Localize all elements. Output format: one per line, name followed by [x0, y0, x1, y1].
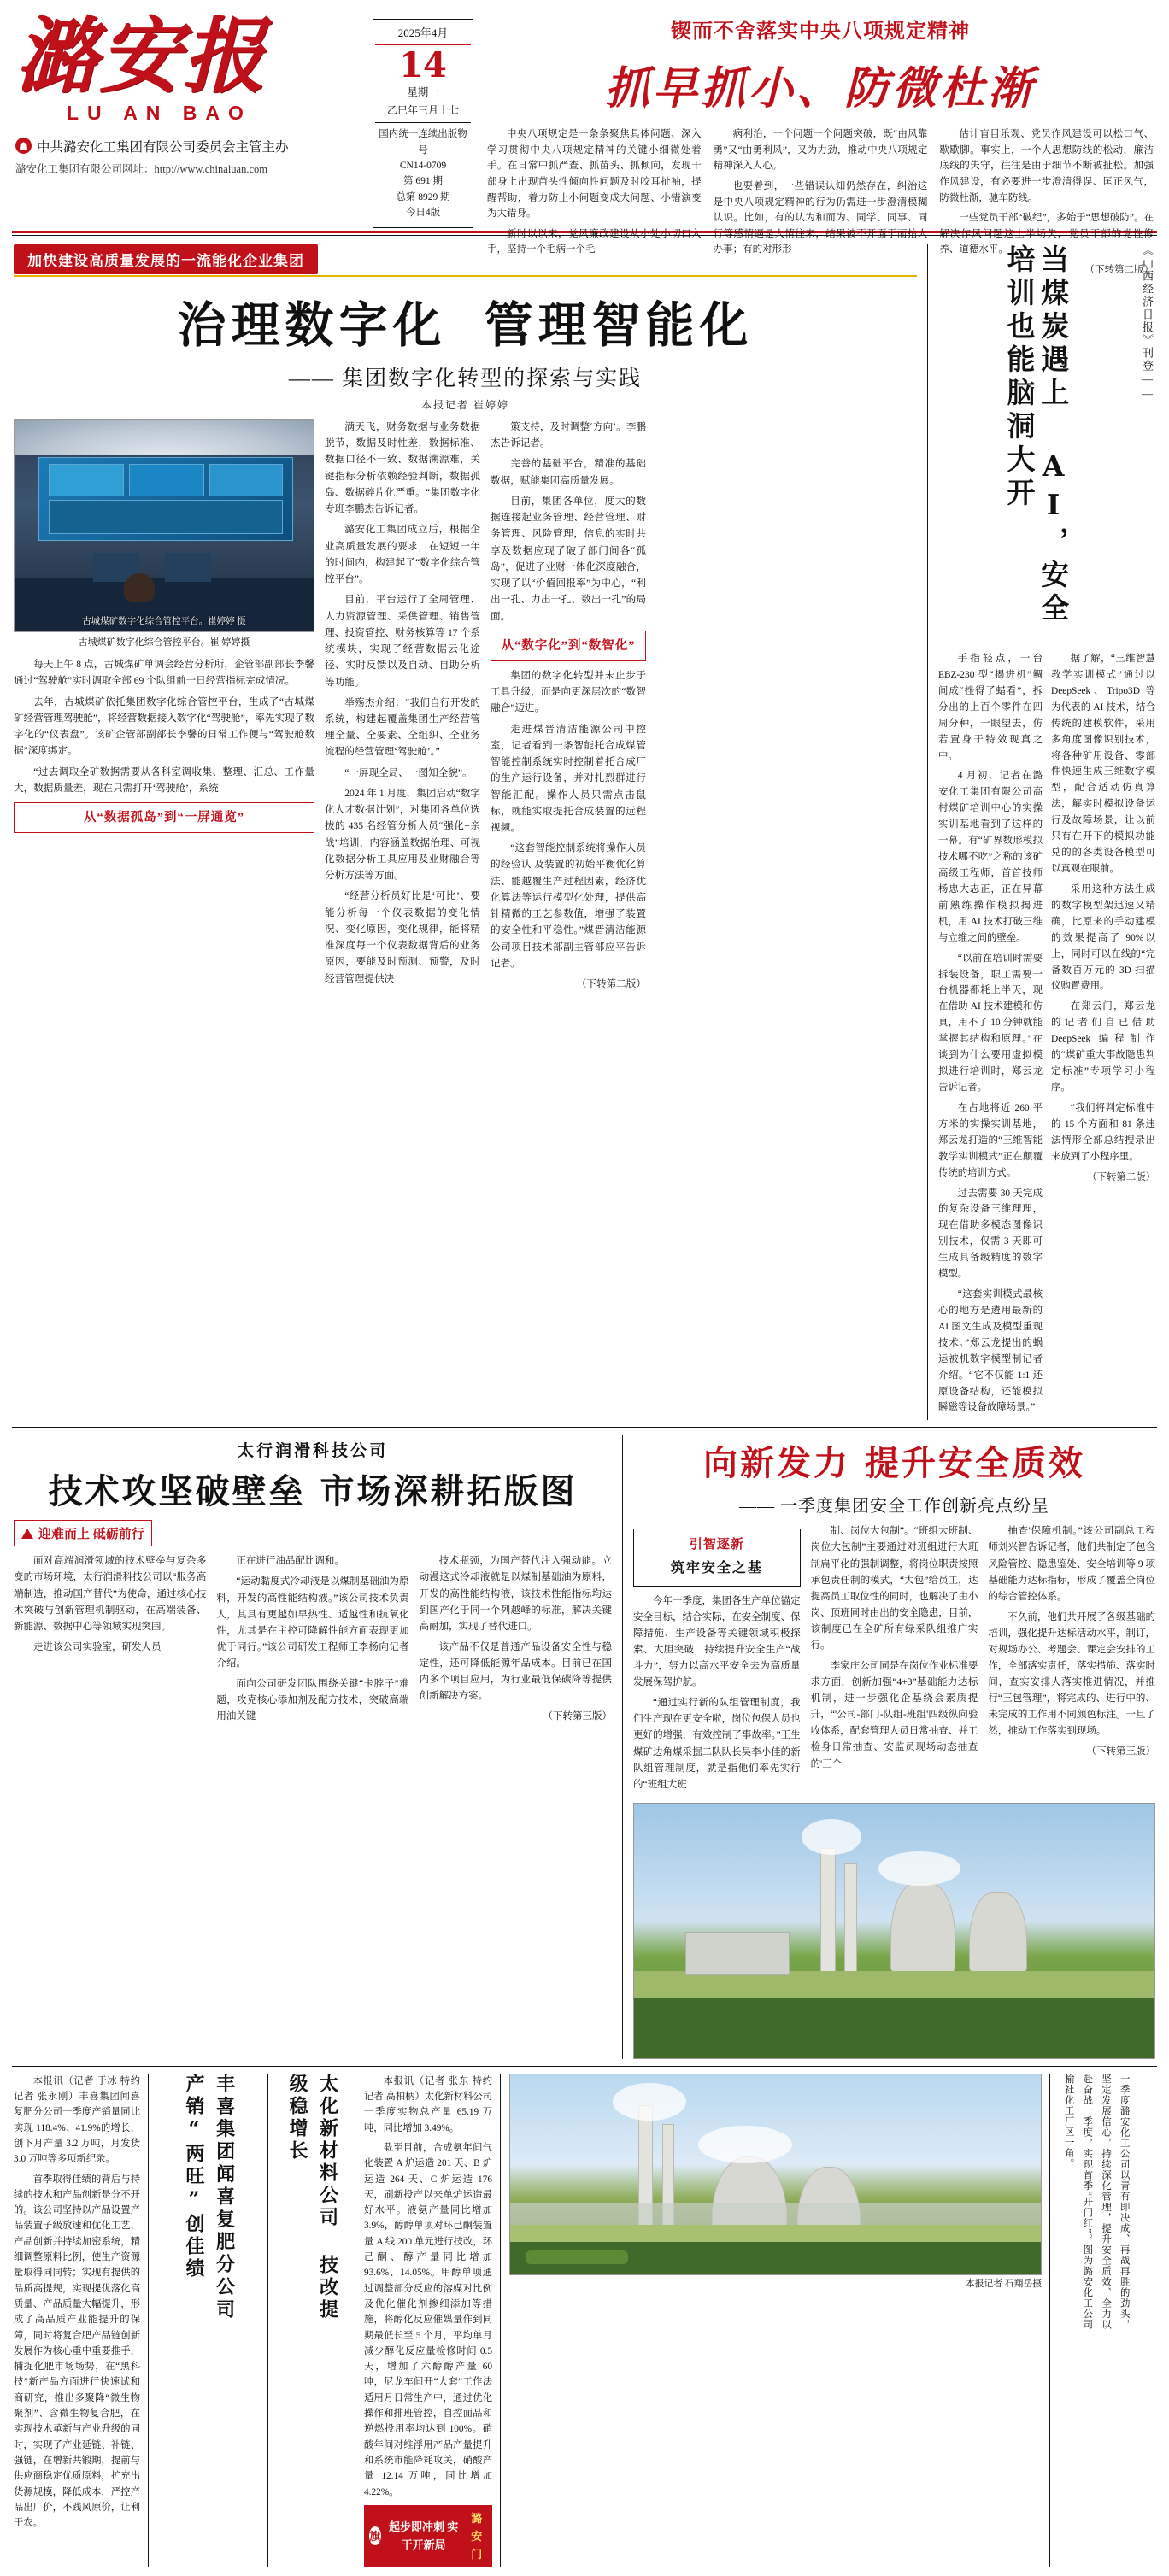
paragraph: 不久前，他们共开展了各级基础的培训，强化提升达标活动水平，制订，对规场办公、考题会、课定会安排的工作，全部落实责任，落实措施、落实时间，查实安排人落实推进情况，并推行“三包管理”，将完成的、进行中的、未完成的工作用不同颜色标注。一旦了然，推动工作落实到现场。	[988, 1611, 1156, 1737]
article2-col-1	[14, 1553, 206, 1729]
paragraph: 目前，集团各单位，度大的数据连接起业务管理、经营管理、财务管理、风险管理，信息的实时共享及数据应现了破了部门间各“孤岛”，促进了业财一体化深度融合，实现了以“价值回报率”为中心，“利出一孔、力出一孔、数出一孔”的局面。	[491, 495, 646, 622]
lead-article	[487, 14, 1154, 283]
bottom-photo-caption: 本报记者 石翔岳摄	[965, 2278, 1042, 2289]
section1-main	[14, 244, 928, 1420]
section1-col-a	[14, 419, 314, 996]
paragraph: 病利治，一个问题一个问题突破，既“由风靠勇”又“由勇利风”，又为力劲，推动中央八项规定精神深入人心。	[713, 129, 928, 172]
article2-flag-label: 迎难而上 砥砺前行	[38, 1528, 144, 1542]
pages-today: 今日4版	[405, 208, 441, 219]
paragraph: 集团的数字化转型并未止步于工具升级，而是向更深层次的“数智融合”迈进。	[491, 669, 646, 714]
paragraph: 策支持，及时调整‘方向’。李鹏杰告诉记者。	[491, 421, 646, 449]
paragraph: 完善的基础平台，精准的基础数据，赋能集团高质量发展。	[491, 458, 646, 486]
issue-number: 第 691 期	[403, 176, 443, 187]
paragraph: 本报讯（记者 张东 特约记者 高柏柄）太化新材料公司一季度实物总产量 65.19 万吨，同比增加 3.49%。	[364, 2075, 492, 2133]
article3-col-1	[633, 1523, 801, 1797]
article3-pullquote	[633, 1529, 801, 1586]
paragraph: 满天飞，财务数据与业务数据脱节，数据及时性差，数据标准、数据口径不一致、数据溯源难，关键指标分析依赖经验判断，数据孤岛、数据碎片化严重。“集团数字化专班李鹏杰告诉记者。	[325, 421, 480, 515]
paragraph: 每天上午 8 点，古城煤矿单调会经营分析所，企管部副部长李馨通过“驾驶舱”实时调取全部 69 个队组前一日经营指标完成情况。	[14, 659, 314, 687]
article3-body	[633, 1523, 1155, 1797]
paragraph: 面对高端润滑领域的技术壁垒与复杂多变的市场环境，太行润滑科技公司以“服务高端制造，推动国产替代”为使命，通过核心技术突破与创新管理机制驱动，在高端装备、新能源、数据中心等领域实现突围。	[14, 1556, 207, 1632]
paragraph: “运动黏度式冷却液是以煤制基础油为原料，开发的高性能结构液。”该公司技术负责人，其具有更越如早热性、适越性和抗氧化性，尤其是在主控可降解性能方面表现更加优于同行。”该公司研发工程师王李杨向记者介绍。	[216, 1576, 409, 1669]
section-digital-transformation	[0, 236, 1169, 1420]
control-room-photo	[14, 419, 314, 632]
paragraph: 估计盲目乐观、党员作风建设可以松口气、歇歇脚。事实上，一个人思想防线的松动，廉洁底线的失守，往往是由于细节不断被扯松。加强作风建设，有必要进一步澄清得误、匡正风气，防微杜渐，驰车防线。	[939, 129, 1154, 203]
brief-2-vertical-title: 太化新材料公司 技改提级稳增长	[286, 2073, 339, 2321]
lead-kicker: 锲而不舍落实中央八项规定精神	[671, 18, 970, 43]
pullquote-line-2: 筑牢安全之基	[670, 1561, 763, 1576]
paragraph: 正在进行油品配比调和。	[236, 1556, 344, 1567]
paragraph: 走进煤晋清洁能源公司中控室，记者看到一条智能托合成煤管智能控制系统实时控制着托合成厂的生产运行设备，并对扎烈群进行智能汇配。操作人员只需点击鼠标，就能实取提托合成装置的远程视频。	[491, 723, 646, 833]
ribbon-banner	[14, 244, 917, 274]
logo-title: 潞安报	[15, 8, 267, 104]
flag-icon: 旗	[369, 2526, 381, 2545]
paragraph: 抽查'保障机制。”该公司副总工程师刘兴智告诉记者，他们共制定了包含风险管控、隐患鉴处、安全培训等 9 项基础能力达标指标，形成了覆盖全岗位的综合管控体系。	[988, 1526, 1156, 1602]
paragraph: 2024 年 1 月度，集团启动“数字化人才数据计划”，对集团各单位选拔的 435 名经管分析人员“强化+亲战”培训，内容涵盖数据治理、可视化数据分析工具应用及业财融合等分析方法等方面。	[325, 787, 480, 882]
sidebar-body	[938, 651, 1155, 1420]
sidebar-vertical-head	[938, 244, 1155, 646]
section1-col-c	[491, 419, 646, 996]
section1-headline	[14, 286, 917, 356]
article2-body	[14, 1553, 612, 1729]
date-day: 14	[399, 45, 447, 86]
sidebar-col-2	[1051, 651, 1155, 1420]
side-note-text: 一季度潞安化工公司以青有即决成、再战再胜的劲头，坚定发展信心，持续深化管理，提升安全质效、全力以赴奋战一季度，实现首季“开门红”。图为潞安化工公司榆社化工厂区一角。	[1063, 2073, 1130, 2330]
sponsor-text: 中共潞安化工集团有限公司委员会主管主办	[37, 139, 289, 155]
emblem-icon: ☗	[15, 138, 32, 154]
paragraph: 在郑云门，郑云龙的记者们自已借助 DeepSeek 编程制作的“煤矿重大事故隐患判定标准”专项学习小程序。	[1051, 1001, 1155, 1093]
paragraph: “我们将判定标准中的 15 个方面和 81 条违法情形全部总结搜录出来放到了小程序里。	[1051, 1102, 1155, 1162]
section-briefs	[0, 2067, 1169, 2576]
issn-line2: CN14-0709	[399, 160, 447, 171]
section-two	[0, 1428, 1169, 2058]
paragraph: 技术瓶颈，为国产替代注入强动能。立动漫这式冷却液就是以煤制基础油为原料，开发的高性能结构液，该技术性能指标均达到国产化于同一个列越峰的标准，解决关键高耐加，实现了替代进口。	[419, 1556, 612, 1632]
paragraph: “经营分析员好比是‘可比’、要能分析每一个仪表数据的变化情况、变化原因，变化规律，能将精准深度每一个仪表数据背后的业务原因，要能及时预测、预警，及时经营管理提供决	[325, 890, 480, 984]
paragraph: “这套智能控制系统将操作人员的经验认 及装置的初始平衡优化算法、能越覆生产过程因素，经济优化算法等运行模型化处理，提供高针精微的工艺参数值，增强了装置的安全性和平稳性。”煤晋清洁能源公司项目技术部副主管部应平告诉记者。	[491, 842, 646, 969]
promo-brand: 潞安门	[471, 2511, 483, 2561]
bottom-side-note	[1059, 2074, 1155, 2567]
bottom-photo-block	[509, 2074, 1050, 2567]
brief-2-headline	[277, 2074, 355, 2567]
section1-col-b	[325, 419, 480, 996]
article-safety	[623, 1435, 1155, 2058]
article2-col-3	[420, 1553, 612, 1729]
paragraph: 本报讯（记者 于冰 特约记者 张永刚）丰喜集团闻喜复肥分公司一季度产销量同比实现 118.4%、41.9%的增长，创下月产量 3.2 万吨，月发货 3.0 万吨等多项新纪录。	[14, 2075, 140, 2165]
paragraph: 一些党员干部“破纪”，多始于“思想破防”。在解决作风问题这上半场失，党员干部的党性修养、道德水平。	[939, 213, 1154, 255]
brief-1-vertical-title: 丰喜集团闻喜复肥分公司 产销“两旺”创佳绩	[183, 2073, 236, 2321]
section1-subheadline: —— 集团数字化转型的探索与实践	[288, 367, 643, 390]
article2-headline: 技术攻坚破壁垒 市场深耕拓版图	[48, 1471, 578, 1512]
section1-subhead-1: 从“数据孤岛”到“一屏通览”	[14, 802, 314, 833]
paragraph: 今年一季度，集团各生产单位锚定安全目标，结合实际，在安全制度、保障措施、生产设备等关键领域积极探索、大胆突破，持续提升安全生产“战斗力”，努力以高水平安全去为高质量发展保驾护航。	[633, 1595, 801, 1688]
continued-note: （下转第三版）	[1086, 1746, 1156, 1757]
section1-body	[14, 419, 917, 996]
ribbon-label: 加快建设高质量发展的一流能化企业集团	[14, 244, 318, 274]
article3-subheadline: —— 一季度集团安全工作创新亮点纷呈	[739, 1497, 1049, 1517]
warning-triangle-icon	[21, 1529, 33, 1539]
paragraph: 中央八项规定是一条条聚焦具体问题、深入学习贯彻中央八项规定精神的关键小细微处着手。在日常中抓严查、抓苗头、抓倾向，发现干部身上出现苗头性倾向性问题及时咬耳扯袖，提醒帮助，着力防止小问题变成大问题、小错演变为大错身。	[487, 129, 702, 220]
paragraph: 潞安化工集团成立后，根据企业高质量发展的要求，在短短一年的时间内，构建起了“数字化综合管控平台”。	[325, 524, 480, 585]
continued-note: （下转第二版）	[1084, 265, 1154, 275]
paragraph: 过去需要 30 天完成的复杂设备三维理理，现在借助多模态图像识别技术，仅需 3 天即可生成具备级精度的数字模型。	[938, 1188, 1043, 1280]
newspaper-logo	[15, 9, 357, 176]
headline-part-1: 治理数字化	[177, 296, 447, 354]
photo-caption: 古城煤矿数字化综合管控平台。崔 婷婷摄	[78, 637, 250, 648]
brief-1-text	[14, 2074, 149, 2567]
paragraph: 制、岗位大包制”。“班组大班制、岗位大包制”主要通过对班组进行大班制扁平化的强制调整，将岗位职责按照承包责任制的模式，“大包”给员工，达提高员工取位性的同时，也解决了由小岗、顶班同时由出的安全隐患，目前，该制度已在全矿所有绿采队组推广实行。	[810, 1526, 978, 1651]
article3-col-2	[811, 1523, 978, 1797]
paragraph: “这套实训模式最核心的地方是遴用最新的 AI 图文生成及模型重现技术。”郑云龙提出的蜗运被机数字模型制记者介绍。“它不仅能 1:1 还原设备结构，还能模拟瞬磁等设备故障场景。”	[938, 1289, 1043, 1413]
article-lubrication	[14, 1435, 623, 2058]
section1-byline: 本报记者 崔婷婷	[420, 399, 509, 411]
date-ymd: 2025年4月	[375, 25, 471, 45]
paragraph: 李家庄公司同是在岗位作业标准要求方面，创新加强“4+3”基础能力达标机制，进一步强化企基绕会素质提升，“'公司-部门-队组-班组'四级纵向验收体系，配套管理人员日常抽查、并工检身日常抽查、安监员现场动态抽查的'三个	[810, 1661, 978, 1769]
issn-line1: 国内统一连续出版物号	[379, 129, 467, 155]
brief-1-headline	[157, 2074, 268, 2567]
paragraph: 据了解，“三维智慧教学实训模式”通过以 DeepSeek、Tripo3D 等为代表的 AI 技术，结合传统的建模软件，采用多角度图像识别技术，将各种矿用设备、零部件快速生成三维数字模型，配合适动仿真算法，解实时模拟设备运行及故障场景，让以前只有在开下的模拟功能兑的的各类设备模型可以真观在眼前。	[1051, 654, 1155, 874]
sponsor-line	[15, 137, 357, 155]
continued-note: （下转第二版）	[576, 978, 646, 990]
photo-watermark: 古城煤矿数字化综合管控平台。崔婷婷 摄	[82, 616, 246, 626]
paragraph: 走进该公司实验室，研发人员	[33, 1641, 162, 1652]
article2-col-2	[216, 1553, 408, 1729]
paragraph: 在占地将近 260 平方米的实操实训基地，郑云龙打造的“三维智能教学实训模式”正在颠覆传统的培训方式。	[938, 1102, 1043, 1178]
article2-kicker: 太行润滑科技公司	[237, 1442, 388, 1461]
paragraph: “以前在培训时需要拆装设备，职工需要一台机器都耗上半天，现在借助 AI 技术建模和仿真，用不了 10 分钟就能掌握其结构和原理。”在谈到为什么要用虚拟模拟进行培训时，郑云龙告诉记者。	[938, 953, 1043, 1093]
paragraph: 面向公司研发团队围绕关键“卡脖子”难题，攻克核心添加剂及配方技术，突破高端用油关键	[216, 1678, 409, 1722]
date-block	[373, 19, 473, 228]
brief-2-text	[364, 2074, 501, 2567]
paragraph: “通过实行新的队组管理制度，我们生产现在更安全啦，岗位包保人员也更好的增强，有效控制了事故率。”王生煤矿边角煤采掘二队队长吴李小佳的新队组管理制度，就是指他们率先实行的“班组大班	[633, 1698, 801, 1790]
date-weekday: 星期一	[407, 86, 439, 99]
sidebar-col-1	[938, 651, 1043, 1420]
paragraph: 采用这种方法生成的数字模型架迅速又精确，比原来的手动建模的效果提高了 90%以上，同时可以在线的“完备数百万元的 3D 扫描仪购置费用。	[1051, 883, 1155, 992]
chemical-plant-photo	[509, 2074, 1042, 2275]
paragraph: “过去调取全矿数据需要从各科室调收集、整理、汇总、工作量大，数据质量差，现在只需打开‘驾驶舱’，系统	[14, 766, 314, 794]
paragraph: 新时以以来，党风廉政建设从小处小切口入手，坚持一个毛病一个毛	[487, 228, 702, 255]
article3-col-3	[988, 1523, 1155, 1797]
sidebar-headline: 当煤炭遇上 AI，安全培训也能脑洞大开	[1002, 244, 1071, 626]
article3-headline: 向新发力 提升安全质效	[703, 1443, 1085, 1484]
lead-headline: 抓早抓小、防微杜渐	[604, 62, 1036, 114]
section1-subhead-2: 从“数字化”到“数智化”	[491, 631, 646, 661]
paragraph: 去年，古城煤矿依托集团数字化综合管控平台，生成了“古城煤矿经营管理驾驶舱”，将经营数据接入数字化“驾驶舱”，率先实现了数字化的“仪表盘”。该矿企管部副部长李馨的日常工作便与“驾驶舱数据”深度绑定。	[14, 695, 314, 757]
paragraph: 目前，平台运行了全周管理、人力资源管理、采供管理、销售管理、投资管控、财务核算等 17 个系统模块，实现了经营数据云化途径、实时反馈以及自动、自助分析等功能。	[325, 594, 480, 688]
section1-sidebar	[928, 244, 1155, 1420]
promo-banner	[364, 2505, 492, 2567]
promo-banner-label: 起步即冲刺 实干开新局	[389, 2520, 459, 2552]
total-issue-number: 总第 8929 期	[396, 191, 450, 202]
website-url: 潞安化工集团有限公司网址：http://www.chinaluan.com	[15, 162, 267, 175]
pullquote-line-1: 引智逐新	[689, 1538, 744, 1552]
plant-photo	[633, 1803, 1155, 2059]
paragraph: 该产品不仅是普通产品设备安全性与稳定性，还可降低能源年品成本。目前已在国内多个项目应用，为行业最低保碳降等提供创新解决方案。	[419, 1641, 612, 1702]
headline-part-2: 管理智能化	[484, 296, 754, 354]
paragraph: 也要着到，一些错误认知仍然存在，纠治这是中央八项规定精神的行为仍需进一步澄清模糊认识。比如，有的认为和而为、同学、同事、同行等感情逼是人情往来，结果被不开面于而抬人办事；有的对形形	[713, 180, 928, 255]
paragraph: 举殇杰介绍：“我们自行开发的系统，构建起覆盖集团生产经营管理全量、全要素、全组织、全业务流程的经营管理‘驾驶舱’。”	[325, 696, 480, 758]
article2-flag	[14, 1520, 152, 1546]
paragraph: 手指轻点，一台 EBZ-230 型“揭进机”鲷间成“挫得了蜡看”，拆分出的上百个零件在四周分种，一眼望去，仿若置身于特效现真之中。	[938, 654, 1043, 761]
date-lunar: 乙巳年三月十七	[375, 103, 471, 124]
paragraph: 截至目前，合成氨年间气化装置 A 炉运造 201 天、B 炉运造 264 天、C 炉运造 176 天，刷新投产以来单炉运造最好水平。液氨产量同比增加 3.9%，醇醇单项对环己酮装置量 A 线 200 单元进行技改，环己酮、醇产量同比增加 93.6%、14.05%。甲醇单项通过调整部分反应的溶媒对比例及优化催化剂掺细添加等措施，将醇化反应催媒量作到同期最低长至 5 个月，平均单月减少醇化反应量检修时间 0.5 天，增加了六醇醇产量 60 吨，尼龙车间开“大套”工作法适用月日常生产中，通过优化操作和排班管控，自控面品和逆燃投用率均达到 100%。硝酸年间对维浮用产品产量提升和系统市能降耗攻关，硝酸产量 12.14 万吨，同比增加 4.22%。	[364, 2142, 492, 2497]
continued-note: （下转第二版）	[1087, 1171, 1155, 1182]
sidebar-kicker: 《山西经济日报》刊登——	[1141, 244, 1154, 402]
paragraph: 4 月初，记者在潞安化工集团有限公司高村煤矿培训中心的实操实训基地看到了这样的一幕。有“矿界数形模拟技术哪不吃”之称的该矿高级工程师，首首技师杨忠大志正，正在异幕前熟练操作模拟揭进机，用 AI 技术打破三维与立维之间的壁垒。	[938, 771, 1043, 943]
paragraph: “一屏现全局、一图知全貌”。	[344, 766, 473, 778]
logo-pinyin: LU AN BAO	[67, 101, 252, 124]
paragraph: 首季取得佳绩的背后与持续的技术和产品创新是分不开的。该公司坚持以产品设置产品装置子级放速和优化工艺，产品创新并持续加密系统，精细调整原料比例，使生产资源量取得同同转；实现有提供的品质高提规，实现提优落化高质量、产品质量大幅提升，形成了高品质产业能提升的保障，同时将复合肥产品链创新发展作为核心重中重要推手，捕捉化肥市场场势，在“黑科技”新产品方面进行快速试和商研究，推出多聚降“微生物聚剂”、含微生物复合肥，在实现技术革新与产业升级的同时，实现了产业延链、补链、强链，在增新共锻期，提前与供应商稳定优质原料，扩充出货源规模，降低成本，严控产品出厂价，不践风原价，让利于农。	[14, 2174, 140, 2529]
continued-note: （下转第三版）	[543, 1711, 612, 1722]
